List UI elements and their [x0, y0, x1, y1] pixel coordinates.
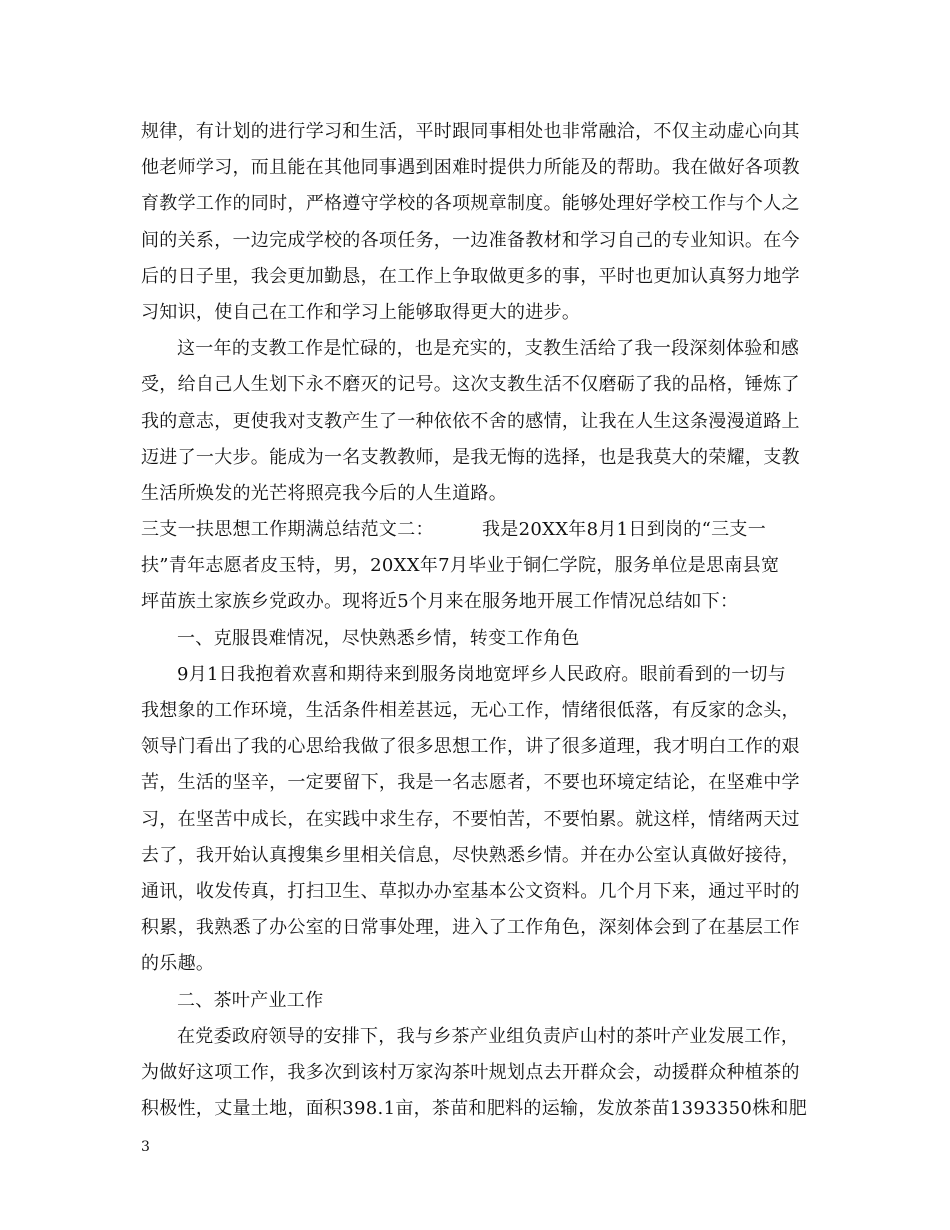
text-line: 的乐趣。: [141, 953, 215, 975]
text-line: 在党委政府领导的安排下，我与乡茶产业组负责庐山村的茶叶产业发展工作，: [177, 1025, 800, 1047]
section-heading: 二、茶叶产业工作: [177, 989, 324, 1011]
text-line: 规律，有计划的进行学习和生活，平时跟同事相处也非常融洽，不仅主动虚心向其: [141, 121, 800, 142]
text-line: 坪苗族土家族乡党政办。现将近5个月来在服务地开展工作情况总结如下：: [141, 591, 739, 613]
text-line: 积极性，丈量土地，面积398.1亩，茶苗和肥料的运输，发放茶苗1393350株和肥: [141, 1098, 807, 1120]
text-line: 生活所焕发的光芒将照亮我今后的人生道路。: [141, 482, 507, 504]
text-line: 扶”青年志愿者皮玉特，男，20XX年7月毕业于铜仁学院，服务单位是思南县宽: [141, 555, 780, 577]
text-line: 积累，我熟悉了办公室的日常事处理，进入了工作角色，深刻体会到了在基层工作: [141, 917, 800, 939]
text-line: 9月1日我抱着欢喜和期待来到服务岗地宽坪乡人民政府。眼前看到的一切与: [177, 663, 787, 685]
text-line: 苦，生活的坚辛，一定要留下，我是一名志愿者，不要也环境定结论，在坚难中学: [141, 772, 800, 794]
document-body: [141, 114, 813, 1127]
text-line: 间的关系，一边完成学校的各项任务，一边准备教材和学习自己的专业知识。在今: [141, 229, 800, 251]
text-line: 三支一扶思想工作期满总结范文二： 我是20XX年8月1日到岗的“三支一: [141, 519, 767, 541]
text-line: 迈进了一大步。能成为一名支教教师，是我无悔的选择，也是我莫大的荣耀，支教: [141, 446, 800, 468]
text-line: 通讯，收发传真，打扫卫生、草拟办办室基本公文资料。几个月下来，通过平时的: [141, 880, 800, 902]
page-number: 3: [141, 1139, 150, 1155]
text-line: 习知识，使自己在工作和学习上能够取得更大的进步。: [141, 301, 581, 323]
section-heading: 一、克服畏难情况，尽快熟悉乡情，转变工作角色: [177, 627, 580, 649]
text-line: 我想象的工作环境，生活条件相差甚远，无心工作，情绪很低落，有反家的念头，: [141, 700, 800, 721]
text-line: 我的意志，更使我对支教产生了一种依依不舍的感情，让我在人生这条漫漫道路上: [141, 410, 800, 432]
text-line: 后的日子里，我会更加勤恳，在工作上争取做更多的事，平时也更加认真努力地学: [141, 265, 800, 287]
text-line: 为做好这项工作，我多次到该村万家沟茶叶规划点去开群众会，动援群众种植茶的: [141, 1061, 800, 1083]
text-line: 他老师学习，而且能在其他同事遇到困难时提供力所能及的帮助。我在做好各项教: [141, 157, 800, 179]
text-line: 这一年的支教工作是忙碌的，也是充实的，支教生活给了我一段深刻体验和感: [177, 338, 800, 360]
text-line: 育教学工作的同时，严格遵守学校的各项规章制度。能够处理好学校工作与个人之: [141, 193, 800, 215]
text-line: 领导门看出了我的心思给我做了很多思想工作，讲了很多道理，我才明白工作的艰: [141, 736, 800, 758]
text-line: 受，给自己人生划下永不磨灭的记号。这次支教生活不仅磨砺了我的品格，锤炼了: [141, 374, 800, 396]
text-line: 去了，我开始认真搜集乡里相关信息，尽快熟悉乡情。并在办公室认真做好接待，: [141, 844, 800, 866]
text-line: 习，在坚苦中成长，在实践中求生存，不要怕苦，不要怕累。就这样，情绪两天过: [141, 808, 800, 830]
